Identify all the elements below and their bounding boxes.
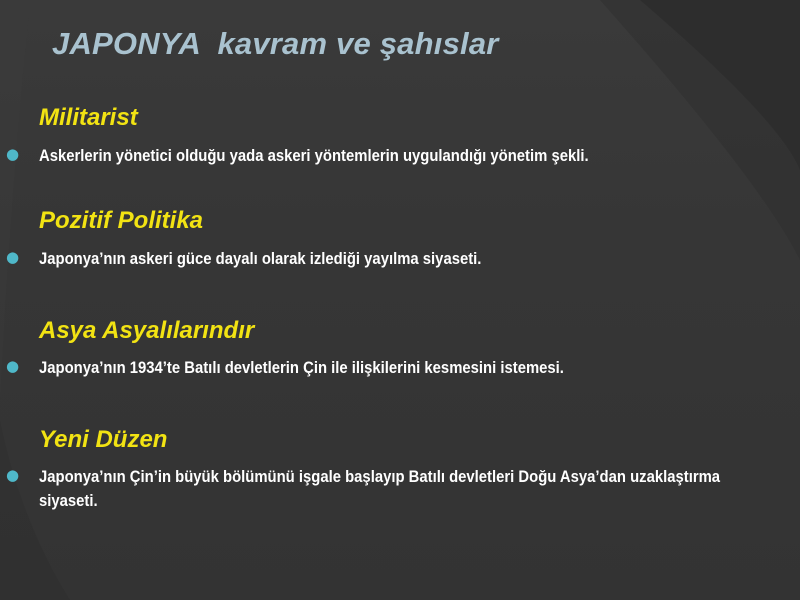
bullet-dot-icon: ● [6,145,20,163]
bullet-text: Askerlerin yönetici olduğu yada askeri yöntemlerin uygulandığı yönetim şekli. [39,147,589,165]
bullet-dot-icon: ● [6,248,20,266]
section-heading: Asya Asyalılarındır [39,317,255,344]
bullet-text: Japonya’nın Çin’in büyük bölümünü işgale başlayıp Batılı devletleri Doğu Asya’dan uzaklaştırma siyaseti. [39,468,721,510]
slide-title: JAPONYA kavram ve şahıslar [52,26,499,61]
bullet-dot-icon: ● [6,466,20,484]
section-heading: Yeni Düzen [39,426,168,453]
bullet-text: Japonya’nın askeri güce dayalı olarak izlediği yayılma siyaseti. [39,250,482,268]
section-heading: Militarist [39,104,138,131]
section-heading: Pozitif Politika [39,207,204,234]
bullet-dot-icon: ● [6,357,20,375]
bullet-text: Japonya’nın 1934’te Batılı devletlerin Çin ile ilişkilerini kesmesini istemesi. [39,359,564,377]
